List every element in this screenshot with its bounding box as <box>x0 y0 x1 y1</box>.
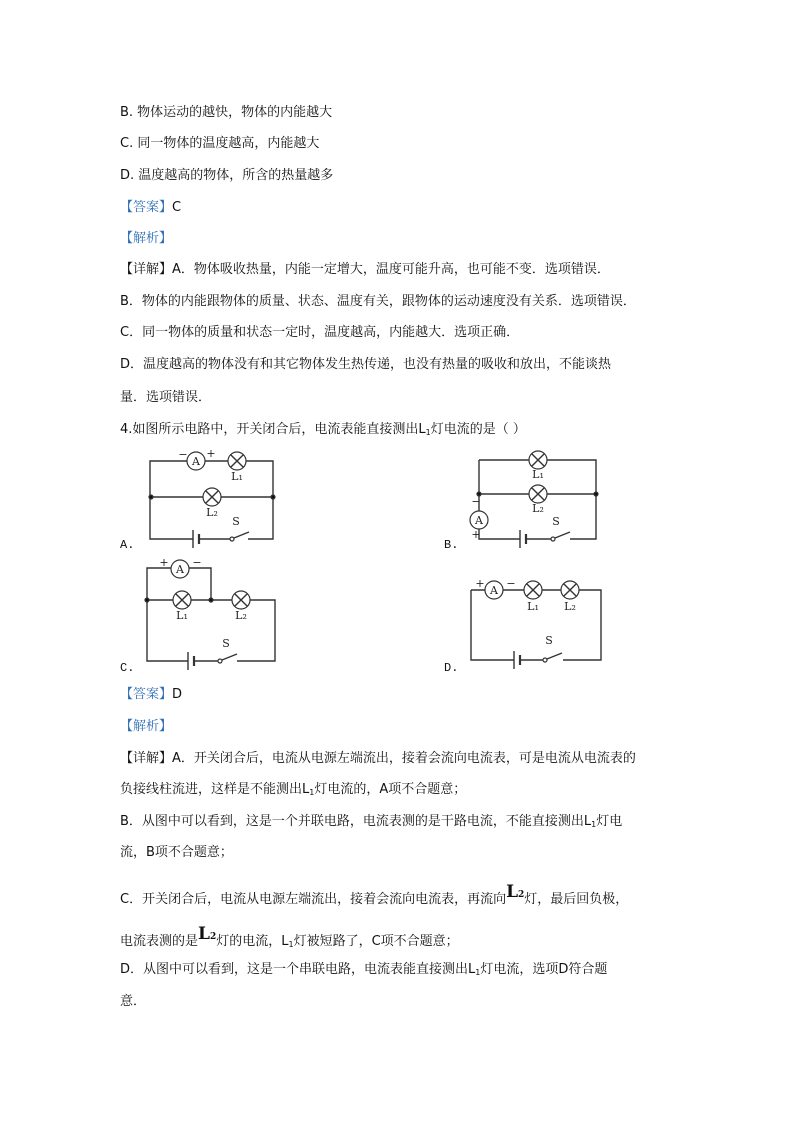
ammeter-label: A <box>490 584 498 597</box>
subscript: 2 <box>518 890 525 900</box>
switch-blade <box>555 532 570 538</box>
segment-text: 1 <box>309 788 315 797</box>
lamp-l1-label: L₁ <box>176 609 188 622</box>
wire <box>471 590 514 660</box>
segment-text: 【详解】A．开关闭合后，电流从电源左端流出，接着会流向电流表，可是电流从电流表的 <box>120 751 636 766</box>
segment-text: D．从图中可以看到，这是一个串联电路，电流表能直接测出L <box>120 962 476 977</box>
lamp-l2-label: L₂ <box>235 609 247 622</box>
junction-dot <box>271 495 275 499</box>
lamp-l2-label: L₂ <box>532 502 544 515</box>
segment-text: 流，B项不合题意； <box>120 845 233 860</box>
minus-sign: − <box>178 448 188 461</box>
ammeter-label: A <box>176 563 184 576</box>
minus-sign: − <box>506 577 516 590</box>
segment-text: 负接线柱流进，这样是不能测出L <box>120 782 310 797</box>
switch-label: S <box>232 515 240 528</box>
junction-dot <box>594 492 598 496</box>
segment-text: C．同一物体的质量和状态一定时，温度越高，内能越大．选项正确． <box>120 325 520 340</box>
segment-text: L <box>506 882 519 902</box>
minus-sign: − <box>471 495 481 508</box>
segment-text: 1 <box>475 968 481 977</box>
plus-sign: + <box>206 447 216 460</box>
switch-blade <box>234 532 249 538</box>
segment-text: 【解析】 <box>120 231 173 246</box>
ammeter-label: A <box>192 455 200 468</box>
junction-dot <box>209 598 213 602</box>
segment-text: 意． <box>120 994 147 1009</box>
segment-text: 灯的电流，L <box>216 934 289 949</box>
segment-text: 【答案】 <box>120 200 173 215</box>
plus-sign: + <box>471 528 481 541</box>
plus-sign: + <box>475 577 485 590</box>
lamp-l2-label: L₂ <box>206 506 218 519</box>
segment-text: D <box>172 687 183 702</box>
switch-pivot <box>230 537 234 541</box>
segment-text: 1 <box>591 820 597 829</box>
segment-text: C．开关闭合后，电流从电源左端流出，接着会流向电流表，再流向 <box>120 892 507 907</box>
segment-text: 电流表测的是 <box>120 934 199 949</box>
segment-text: 量．选项错误． <box>120 390 212 405</box>
lamp-l1-label: L₁ <box>527 600 539 613</box>
switch-label: S <box>222 637 230 650</box>
option-c-label: C. <box>120 661 135 675</box>
segment-text: 灯，最后回负极， <box>524 892 629 907</box>
segment-text: C <box>172 200 182 215</box>
segment-text: B. 物体运动的越快，物体的内能越大 <box>120 105 333 120</box>
switch-pivot <box>218 659 222 663</box>
plus-sign: + <box>159 556 169 569</box>
lamp-l2-label: L₂ <box>564 600 576 613</box>
option-b-label: B. <box>444 538 459 552</box>
segment-text: D．温度越高的物体没有和其它物体发生热传递，也没有热量的吸收和放出，不能谈热 <box>120 357 612 372</box>
lamp-l1-label: L₁ <box>532 468 544 481</box>
segment-text: 灯电流的是（ ） <box>430 422 526 437</box>
wire <box>147 600 275 661</box>
switch-blade <box>222 654 237 660</box>
junction-dot <box>145 598 149 602</box>
lamp-l1-label: L₁ <box>231 470 243 483</box>
segment-text: 1 <box>288 940 294 949</box>
segment-text: B．从图中可以看到，这是一个并联电路，电流表测的是干路电流，不能直接测出L <box>120 814 592 829</box>
switch-label: S <box>552 515 560 528</box>
segment-text: 【解析】 <box>120 719 173 734</box>
segment-text: C. 同一物体的温度越高，内能越大 <box>120 136 320 151</box>
subscript: 2 <box>209 932 217 942</box>
option-d-label: D. <box>444 661 459 675</box>
segment-text: L <box>198 924 210 944</box>
switch-pivot <box>551 537 555 541</box>
segment-text: 【详解】A．物体吸收热量，内能一定增大，温度可能升高，也可能不变．选项错误． <box>120 262 610 277</box>
segment-text: 灯电流，选项D符合题 <box>480 962 608 977</box>
segment-text: 【答案】 <box>120 687 173 702</box>
ammeter-label: A <box>475 514 483 527</box>
switch-blade <box>547 653 562 659</box>
wire <box>150 461 196 539</box>
segment-text: 灯电 <box>596 814 623 829</box>
junction-dot <box>149 495 153 499</box>
segment-text: B．物体的内能跟物体的质量、状态、温度有关，跟物体的运动速度没有关系．选项错误． <box>120 294 636 309</box>
segment-text: 灯被短路了，C项不合题意； <box>293 934 459 949</box>
option-a-label: A. <box>120 538 135 552</box>
segment-text: D. 温度越高的物体，所含的热量越多 <box>120 168 334 183</box>
switch-label: S <box>545 634 553 647</box>
switch-pivot <box>543 658 547 662</box>
segment-text: 1 <box>425 428 431 437</box>
minus-sign: − <box>192 556 202 569</box>
segment-text: 4.如图所示电路中，开关闭合后，电流表能直接测出L <box>120 422 426 437</box>
segment-text: 灯电流的，A项不合题意； <box>314 782 467 797</box>
